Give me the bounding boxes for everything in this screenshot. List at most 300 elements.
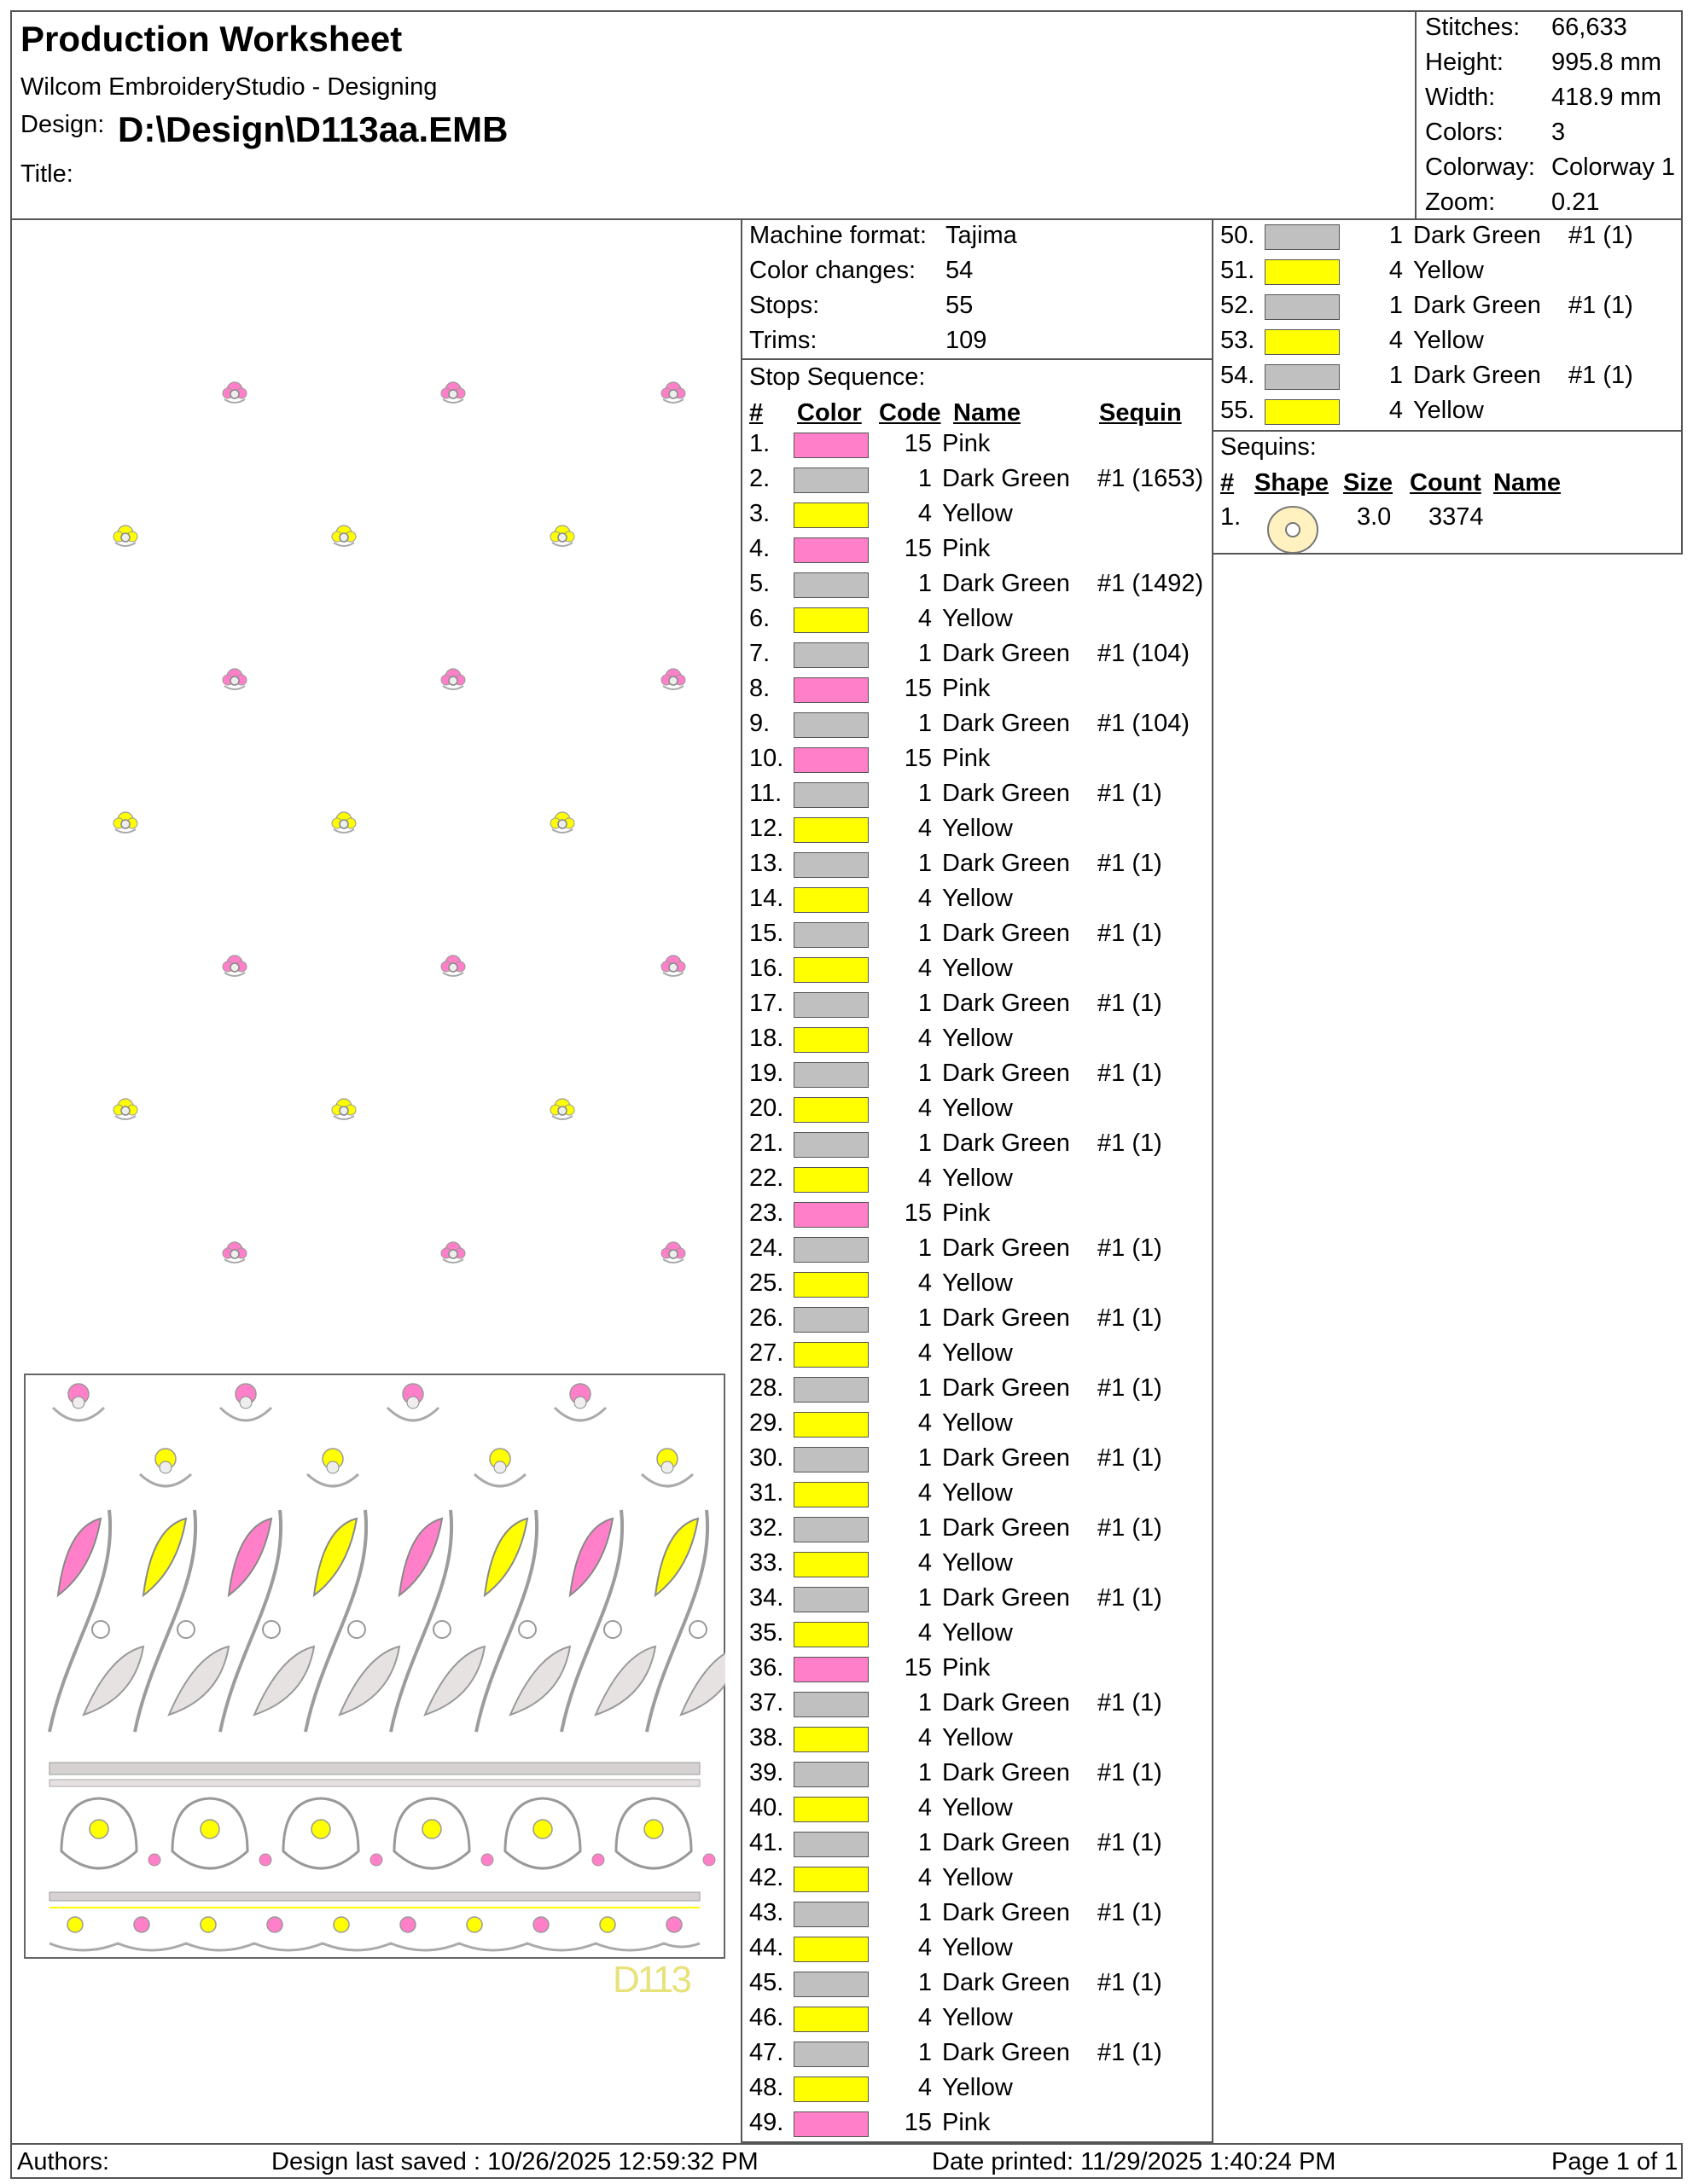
stop-code: 1	[917, 1689, 932, 1716]
stop-row	[749, 1025, 1210, 1060]
stop-number: 11.	[749, 780, 783, 807]
divider	[1213, 430, 1681, 432]
stop-row	[749, 465, 1210, 500]
stop-row	[749, 1374, 1210, 1409]
flower-motif-icon	[439, 665, 468, 694]
stop-sequin: #1 (1)	[1568, 222, 1633, 249]
stop-code: 4	[917, 1794, 932, 1821]
col-sequin: Sequin	[1099, 399, 1182, 427]
stop-number: 4.	[749, 535, 771, 562]
flower-motif-icon	[220, 665, 249, 694]
stop-row	[749, 1199, 1210, 1234]
stop-number: 22.	[749, 1165, 784, 1192]
stop-sequin: #1 (1)	[1097, 1829, 1162, 1856]
stop-number: 46.	[749, 2004, 784, 2031]
stop-name: Yellow	[942, 605, 1013, 632]
stop-name: Dark Green	[942, 1899, 1070, 1926]
stop-code: 4	[1388, 257, 1403, 284]
stop-code: 15	[904, 675, 932, 702]
stop-row	[749, 1479, 1210, 1514]
stop-number: 53.	[1220, 327, 1255, 354]
color-swatch	[794, 1902, 869, 1927]
stop-row	[749, 570, 1210, 605]
sequins-label: Sequins:	[1220, 433, 1317, 461]
stop-row	[749, 1829, 1210, 1864]
color-swatch	[1265, 294, 1340, 320]
stop-sequin: #1 (1)	[1097, 1234, 1162, 1262]
color-swatch	[794, 1482, 869, 1507]
stop-name: Dark Green	[942, 1060, 1070, 1087]
flower-motif-icon	[439, 379, 468, 408]
stop-name: Dark Green	[1413, 222, 1541, 249]
color-changes: Color changes: 54	[749, 257, 974, 284]
stop-name: Yellow	[942, 1724, 1013, 1751]
footer-date-printed: Date printed: 11/29/2025 1:40:24 PM	[932, 2148, 1336, 2175]
color-swatch	[794, 502, 869, 528]
stop-number: 32.	[749, 1514, 784, 1542]
stop-row	[749, 1304, 1210, 1339]
stop-name: Yellow	[942, 1934, 1013, 1961]
stop-code: 4	[917, 500, 932, 527]
color-swatch	[794, 1132, 869, 1158]
stop-sequin: #1 (1)	[1097, 1759, 1162, 1786]
sequin-col-size: Size	[1343, 469, 1393, 497]
stop-name: Pink	[942, 2109, 991, 2136]
stop-name: Yellow	[942, 1864, 1013, 1891]
flower-motif-icon	[111, 809, 140, 838]
color-swatch	[794, 1517, 869, 1542]
stop-code: 1	[1388, 362, 1403, 389]
stop-code: 15	[904, 430, 932, 457]
stop-name: Dark Green	[942, 465, 1070, 492]
stop-code: 1	[1388, 222, 1403, 249]
stop-sequin: #1 (1492)	[1097, 570, 1204, 597]
stop-name: Dark Green	[942, 1444, 1070, 1472]
stop-code: 4	[917, 1724, 932, 1751]
stop-code: 4	[917, 1269, 932, 1297]
stop-code: 1	[917, 1584, 932, 1612]
stop-code: 1	[917, 1899, 932, 1926]
stop-row	[749, 1794, 1210, 1829]
stop-number: 23.	[749, 1199, 784, 1227]
stop-code: 1	[917, 1759, 932, 1786]
stop-row	[1220, 257, 1681, 292]
stop-code: 4	[917, 1549, 932, 1577]
stop-code: 1	[917, 1514, 932, 1542]
trims-count: Trims: 109	[749, 327, 987, 354]
stop-number: 9.	[749, 710, 771, 737]
stop-name: Yellow	[1413, 327, 1484, 354]
flower-motif-icon	[659, 665, 688, 694]
color-swatch	[794, 1377, 869, 1403]
color-swatch	[794, 642, 869, 668]
stop-code: 1	[917, 710, 932, 737]
stop-code: 15	[904, 2109, 932, 2136]
footer-page: Page 1 of 1	[1551, 2148, 1678, 2175]
stop-row	[1220, 362, 1681, 397]
stop-row	[1220, 327, 1681, 362]
design-watermark: D113	[613, 1959, 689, 2001]
flower-motif-icon	[111, 522, 140, 551]
machine-format: Machine format: Tajima	[749, 222, 1017, 249]
stop-row	[749, 850, 1210, 885]
color-swatch	[794, 2111, 869, 2137]
flower-motif-icon	[329, 809, 358, 838]
stop-name: Pink	[942, 1199, 991, 1227]
stop-name: Dark Green	[942, 920, 1070, 947]
color-swatch	[794, 1552, 869, 1577]
stop-code: 4	[917, 2074, 932, 2101]
stop-number: 15.	[749, 920, 784, 947]
stop-name: Yellow	[942, 1025, 1013, 1052]
color-swatch	[794, 1202, 869, 1228]
stop-row	[749, 1444, 1210, 1479]
color-swatch	[794, 782, 869, 808]
stop-name: Pink	[942, 430, 991, 457]
stop-number: 33.	[749, 1549, 784, 1577]
color-swatch	[794, 1412, 869, 1438]
stop-row	[749, 1060, 1210, 1095]
stops-count: Stops: 55	[749, 292, 974, 319]
stop-name: Dark Green	[942, 990, 1070, 1017]
page-title: Production Worksheet	[20, 19, 403, 59]
stop-code: 4	[917, 955, 932, 982]
stop-code: 1	[917, 1444, 932, 1472]
stop-number: 48.	[749, 2074, 784, 2101]
stop-code: 1	[917, 1969, 932, 1996]
worksheet-header	[10, 10, 1683, 220]
stop-name: Yellow	[942, 1794, 1013, 1821]
stop-row	[749, 2039, 1210, 2074]
stop-row	[749, 1095, 1210, 1130]
stop-sequin: #1 (1)	[1097, 1130, 1162, 1157]
sequin-circle-icon	[1266, 505, 1319, 555]
stat-height: Height: 995.8 mm	[1425, 49, 1661, 76]
color-swatch	[1265, 399, 1340, 425]
stop-code: 1	[1388, 292, 1403, 319]
stop-code: 4	[917, 1934, 932, 1961]
stop-sequin: #1 (1)	[1097, 1969, 1162, 1996]
flower-motif-icon	[548, 809, 577, 838]
stop-row	[749, 1269, 1210, 1304]
stop-name: Dark Green	[942, 1234, 1070, 1262]
color-swatch	[794, 992, 869, 1018]
stop-sequin: #1 (1)	[1097, 1304, 1162, 1332]
stop-name: Dark Green	[942, 780, 1070, 807]
stop-row	[749, 1759, 1210, 1794]
design-label: Design:	[20, 111, 105, 138]
sequin-size: 3.0	[1357, 503, 1392, 531]
color-swatch	[1265, 329, 1340, 355]
stop-number: 21.	[749, 1130, 784, 1157]
stop-number: 25.	[749, 1269, 784, 1297]
stat-stitches: Stitches: 66,633	[1425, 14, 1627, 41]
stop-number: 27.	[749, 1339, 784, 1367]
stop-sequin: #1 (104)	[1097, 640, 1190, 667]
stop-code: 4	[917, 815, 932, 842]
color-swatch	[794, 1692, 869, 1717]
stop-sequence-panel	[741, 220, 1213, 2143]
stop-number: 42.	[749, 1864, 784, 1891]
color-swatch	[794, 887, 869, 913]
border-pattern-preview	[24, 1374, 725, 1959]
color-swatch	[794, 468, 869, 493]
stop-name: Yellow	[942, 2074, 1013, 2101]
stop-row	[749, 885, 1210, 920]
stop-code: 1	[917, 1829, 932, 1856]
stop-number: 36.	[749, 1654, 784, 1682]
stop-row	[749, 1234, 1210, 1269]
color-swatch	[794, 1447, 869, 1472]
stop-number: 43.	[749, 1899, 784, 1926]
color-swatch	[794, 1027, 869, 1053]
stop-row	[749, 500, 1210, 535]
stop-code: 1	[917, 1130, 932, 1157]
stop-name: Dark Green	[942, 640, 1070, 667]
stop-name: Yellow	[942, 500, 1013, 527]
stop-row	[749, 920, 1210, 955]
stop-name: Pink	[942, 745, 991, 772]
sequin-col-num: #	[1220, 469, 1235, 497]
stop-number: 45.	[749, 1969, 784, 1996]
stop-code: 4	[917, 1409, 932, 1437]
color-swatch	[794, 677, 869, 703]
stop-code: 1	[917, 1304, 932, 1332]
stop-row	[749, 605, 1210, 640]
stop-code: 15	[904, 535, 932, 562]
flower-motif-icon	[659, 379, 688, 408]
stop-number: 52.	[1220, 292, 1255, 319]
stop-code: 1	[917, 1060, 932, 1087]
stop-sequin: #1 (1)	[1097, 920, 1162, 947]
stop-number: 24.	[749, 1234, 784, 1262]
color-swatch	[794, 817, 869, 843]
stop-sequin: #1 (1653)	[1097, 465, 1204, 492]
stop-code: 1	[917, 1374, 932, 1402]
stop-row	[749, 1584, 1210, 1619]
stop-number: 12.	[749, 815, 784, 842]
stop-number: 16.	[749, 955, 784, 982]
stop-number: 7.	[749, 640, 771, 667]
stop-number: 29.	[749, 1409, 784, 1437]
stop-number: 40.	[749, 1794, 784, 1821]
title-label: Title:	[20, 160, 73, 188]
stop-number: 1.	[749, 430, 771, 457]
stop-row	[749, 710, 1210, 745]
color-swatch	[794, 1097, 869, 1123]
stop-name: Yellow	[942, 1165, 1013, 1192]
color-swatch	[794, 1727, 869, 1752]
stop-row	[749, 2074, 1210, 2109]
stat-colorway: Colorway: Colorway 1	[1425, 154, 1676, 181]
stop-name: Yellow	[942, 1549, 1013, 1577]
stop-row	[749, 1934, 1210, 1969]
stop-number: 5.	[749, 570, 771, 597]
stop-sequin: #1 (1)	[1097, 1689, 1162, 1716]
flower-motif-icon	[548, 522, 577, 551]
stop-code: 4	[1388, 397, 1403, 424]
stop-number: 13.	[749, 850, 784, 877]
stop-number: 20.	[749, 1095, 784, 1122]
stop-name: Yellow	[942, 1619, 1013, 1647]
flower-motif-icon	[220, 952, 249, 981]
stop-row	[749, 1339, 1210, 1374]
stat-width: Width: 418.9 mm	[1425, 84, 1661, 111]
flower-motif-icon	[329, 1095, 358, 1124]
col-name: Name	[953, 399, 1021, 427]
stop-number: 31.	[749, 1479, 784, 1507]
stop-row	[749, 2109, 1210, 2144]
stop-row	[749, 990, 1210, 1025]
stop-name: Yellow	[942, 1095, 1013, 1122]
design-preview	[10, 220, 742, 2143]
footer-last-saved: Design last saved : 10/26/2025 12:59:32 PM	[271, 2148, 759, 2175]
stop-row	[749, 1619, 1210, 1654]
stop-number: 41.	[749, 1829, 784, 1856]
stop-name: Dark Green	[1413, 292, 1541, 319]
stop-number: 17.	[749, 990, 784, 1017]
color-swatch	[794, 1622, 869, 1647]
stop-code: 1	[917, 640, 932, 667]
stat-colors: Colors: 3	[1425, 119, 1566, 146]
stop-code: 15	[904, 1654, 932, 1682]
stop-number: 51.	[1220, 257, 1255, 284]
stop-row	[749, 1899, 1210, 1934]
stop-row	[749, 2004, 1210, 2039]
stop-name: Dark Green	[1413, 362, 1541, 389]
footer-authors: Authors:	[17, 2148, 109, 2175]
stop-row	[749, 1409, 1210, 1444]
color-swatch	[794, 852, 869, 878]
color-swatch	[794, 1972, 869, 1997]
col-color: Color	[797, 399, 862, 427]
stop-name: Yellow	[942, 1409, 1013, 1437]
col-num: #	[749, 399, 764, 427]
stop-number: 47.	[749, 2039, 784, 2066]
stop-sequin: #1 (1)	[1097, 1060, 1162, 1087]
stop-number: 14.	[749, 885, 784, 912]
flower-motif-icon	[220, 1239, 249, 1268]
color-swatch	[794, 747, 869, 773]
stop-row	[1220, 222, 1681, 257]
stop-code: 1	[917, 990, 932, 1017]
stop-name: Dark Green	[942, 710, 1070, 737]
color-swatch	[794, 572, 869, 598]
stop-code: 15	[904, 1199, 932, 1227]
stop-code: 4	[917, 1165, 932, 1192]
stop-row	[749, 535, 1210, 570]
stop-sequin: #1 (1)	[1097, 1374, 1162, 1402]
stop-name: Pink	[942, 675, 991, 702]
stop-number: 2.	[749, 465, 771, 492]
stop-number: 19.	[749, 1060, 784, 1087]
color-swatch	[794, 957, 869, 983]
stop-number: 8.	[749, 675, 771, 702]
sequin-col-name: Name	[1493, 469, 1561, 497]
stop-number: 39.	[749, 1759, 784, 1786]
color-swatch	[794, 1797, 869, 1822]
stop-number: 54.	[1220, 362, 1255, 389]
color-swatch	[794, 2042, 869, 2067]
stop-name: Dark Green	[942, 2039, 1070, 2066]
stop-name: Dark Green	[942, 1689, 1070, 1716]
flower-motif-icon	[439, 952, 468, 981]
stop-number: 34.	[749, 1584, 784, 1612]
stop-code: 1	[917, 780, 932, 807]
flower-motif-icon	[659, 952, 688, 981]
stop-name: Dark Green	[942, 850, 1070, 877]
stop-code: 4	[917, 2004, 932, 2031]
stop-number: 44.	[749, 1934, 784, 1961]
color-swatch	[794, 2007, 869, 2032]
flower-motif-icon	[111, 1095, 140, 1124]
stat-zoom: Zoom: 0.21	[1425, 189, 1600, 216]
stop-name: Dark Green	[942, 1304, 1070, 1332]
machine-info	[742, 220, 1213, 360]
stop-number: 38.	[749, 1724, 784, 1751]
sequin-num: 1.	[1220, 503, 1242, 531]
stop-row	[749, 1689, 1210, 1724]
design-path: D:\Design\D113aa.EMB	[118, 109, 509, 149]
stop-name: Dark Green	[942, 1584, 1070, 1612]
stop-number: 50.	[1220, 222, 1255, 249]
stop-row	[749, 1969, 1210, 2004]
stop-code: 1	[917, 920, 932, 947]
stop-row	[749, 1864, 1210, 1899]
sequin-count: 3374	[1428, 503, 1484, 531]
color-swatch	[794, 1167, 869, 1193]
stop-code: 4	[1388, 327, 1403, 354]
sequin-col-shape: Shape	[1254, 469, 1329, 497]
flower-motif-icon	[439, 1239, 468, 1268]
color-swatch	[1265, 224, 1340, 250]
worksheet-footer	[10, 2143, 1683, 2179]
flower-motif-icon	[548, 1095, 577, 1124]
stop-sequence-label: Stop Sequence:	[749, 363, 926, 391]
color-swatch	[794, 1237, 869, 1263]
flower-motif-icon	[329, 522, 358, 551]
stop-sequin: #1 (1)	[1097, 1514, 1162, 1542]
stop-code: 1	[917, 2039, 932, 2066]
color-swatch	[1265, 364, 1340, 390]
stop-row	[749, 955, 1210, 990]
stop-name: Dark Green	[942, 1130, 1070, 1157]
col-code: Code	[879, 399, 941, 427]
stop-name: Dark Green	[942, 1374, 1070, 1402]
stop-name: Yellow	[1413, 257, 1484, 284]
stop-name: Yellow	[942, 2004, 1013, 2031]
stop-code: 4	[917, 1619, 932, 1647]
color-swatch	[794, 2077, 869, 2102]
color-swatch	[794, 537, 869, 563]
color-swatch	[794, 712, 869, 738]
color-swatch	[794, 433, 869, 458]
color-swatch	[794, 1307, 869, 1333]
stop-number: 6.	[749, 605, 771, 632]
stop-sequin: #1 (1)	[1097, 1584, 1162, 1612]
design-stats	[1415, 12, 1684, 220]
stop-code: 1	[917, 570, 932, 597]
stop-name: Dark Green	[942, 1759, 1070, 1786]
stop-number: 30.	[749, 1444, 784, 1472]
stop-number: 26.	[749, 1304, 784, 1332]
stop-name: Yellow	[942, 955, 1013, 982]
stop-row	[749, 1724, 1210, 1759]
stop-row	[749, 780, 1210, 815]
stop-number: 49.	[749, 2109, 784, 2136]
stop-row	[1220, 397, 1681, 432]
stop-name: Yellow	[942, 815, 1013, 842]
